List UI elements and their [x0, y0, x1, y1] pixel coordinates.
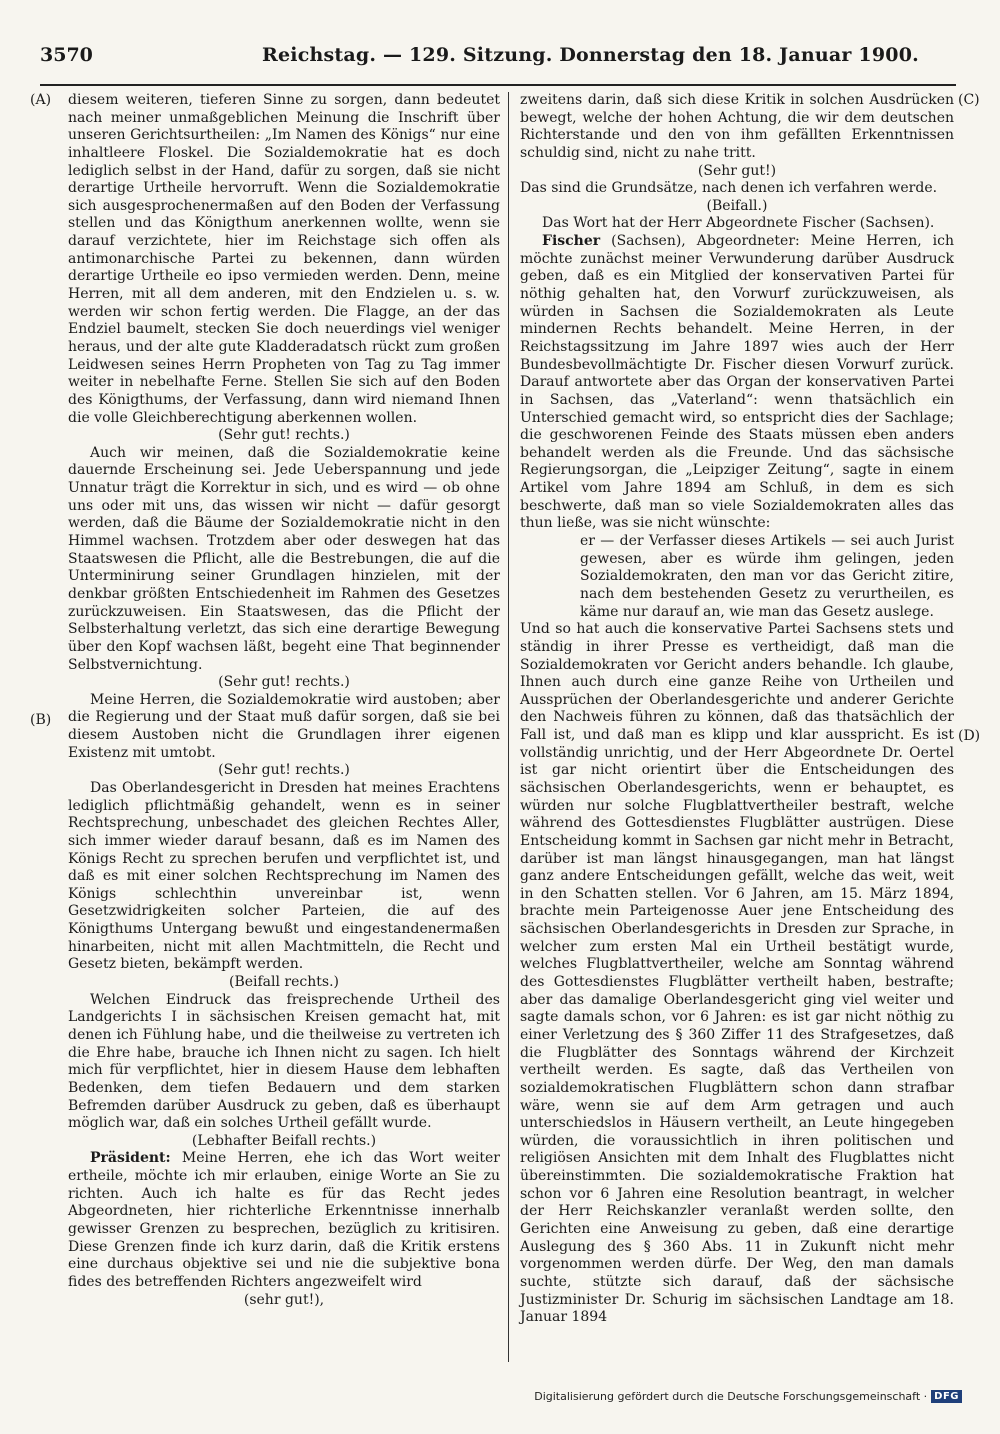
- dfg-logo: DFG: [931, 1390, 962, 1403]
- paragraph-text: diesem weiteren, tieferen Sinne zu sorgen, dann bedeutet nach meiner unmaßgeblichen Meinung die Inschrift über unseren Gerichtsurtheilen: „Im Namen des Königs“ nur eine inhaltleere Floskel. Die Sozialdemokratie hat es doch lediglich selbst in der Hand, dafür zu sorgen, daß sie nicht derartige Urtheile hervorruft. Wenn die Sozialdemokratie sich ausgesprochenermaßen auf den Boden der Verfassung stellen und das Königthum anerkennen wollte, wenn sie darauf verzichtete, hier im Reichstage sich offen als antimonarchische Partei zu bekennen, dann würden derartige Urtheile eo ipso vermieden werden. Denn, meine Herren, mit all dem anderen, mit den Endzielen u. s. w. werden wir schon fertig werden. Die Flagge, an der das Endziel baumelt, stecken Sie doch neuerdings viel weniger heraus, und der alte gute Kladderadatsch rückt zum großen Leidwesen seines Herrn Propheten von Tag zu Tag immer weiter in nebelhafte Ferne. Stellen Sie sich auf den Boden des Königthums, der Verfassung, dann wird niemand Ihnen die volle Gleichberechtigung aberkennen wollen.: [68, 92, 500, 426]
- paragraph: [520, 621, 954, 1327]
- block-quote: [580, 533, 954, 621]
- footer-credit: [534, 1390, 962, 1403]
- paragraph-text: Das Oberlandesgericht in Dresden hat meines Erachtens lediglich pflichtmäßig gehandelt, wenn es in seiner Rechtsprechung, unbeschadet des gleichen Rechtes Aller, sich immer wieder darauf besann, daß es im Namen des Königs Recht zu sprechen berufen und verpflichtet ist, und daß es mit einer solchen Rechtsprechung im Namen des Königs schlechthin unvereinbar ist, wenn Gesetzwidrigkeiten solcher Parteien, die auf des Königthums Untergang bewußt und eingestandenermaßen hinarbeiten, nicht mit allen Machtmitteln, die Recht und Gesetz bieten, bekämpft werden.: [68, 779, 500, 973]
- paragraph-text: zweitens darin, daß sich diese Kritik in solchen Ausdrücken bewegt, welche der hohen Achtung, die wir dem deutschen Richterstande und den von ihm gefällten Erkenntnissen schuldig sind, nicht zu nahe tritt.: [520, 92, 954, 161]
- speaker-name: Präsident:: [90, 1150, 171, 1167]
- paragraph-text: (Sachsen), Abgeordneter: Meine Herren, ich möchte zunächst meiner Verwunderung darüber Ausdruck geben, daß es ein Mitglied der konservativen Partei für nöthig gehalten hat, den Vorwurf zurückzuweisen, als würden in Sachsen die Sozialdemokraten als Leute mindernen Rechts behandelt. Meine Herren, in der Reichstagssitzung im Jahre 1897 wies auch der Herr Bundesbevollmächtigte Dr. Fischer diesen Vorwurf zurück. Darauf antwortete aber das Organ der konservativen Partei in Sachsen, das „Vaterland“: wenn thatsächlich ein Unterschied gemacht wird, so entspricht dies der Sachlage; die geschworenen Feinde des Staats müssen eben anders behandelt werden als die Freunde. Und das sächsische Regierungsorgan, die „Leipziger Zeitung“, sagte in einem Artikel vom Jahre 1894 am Schluß, in dem es sich beschwerte, daß man so viele Sozialdemokraten alles das thun ließe, was sie nicht wünschte:: [520, 233, 954, 532]
- paragraph: [68, 92, 500, 427]
- margin-marker-c: (C): [958, 92, 980, 108]
- column-divider: [508, 92, 509, 1362]
- interjection: [68, 1292, 500, 1310]
- paragraph-text: Meine Herren, ehe ich das Wort weiter ertheile, möchte ich mir erlauben, einige Worte an Sie zu richten. Auch ich halte es für das Recht jedes Abgeordneten, hier richterliche Erkenntnisse innerhalb gewisser Grenzen zu besprechen, bezüglich zu kritisiren. Diese Grenzen finde ich kurz darin, daß die Kritik erstens eine durchaus objektive sei und nie die subjektive bona fides des betreffenden Richters angezweifelt wird: [68, 1150, 500, 1290]
- interjection: [68, 1133, 500, 1151]
- interjection: [68, 427, 500, 445]
- margin-marker-a: (A): [30, 92, 52, 108]
- paragraph: [68, 992, 500, 1133]
- paragraph-text: Das sind die Grundsätze, nach denen ich verfahren werde.: [520, 180, 938, 197]
- paragraph-text: (Beifall rechts.): [228, 974, 339, 991]
- paragraph-text: (sehr gut!),: [243, 1291, 325, 1308]
- paragraph-text: (Sehr gut! rechts.): [218, 427, 350, 444]
- paragraph-text: (Sehr gut! rechts.): [218, 674, 350, 691]
- interjection: [520, 198, 954, 216]
- paragraph-text: (Lebhafter Beifall rechts.): [191, 1132, 377, 1149]
- interjection: [68, 974, 500, 992]
- paragraph-text: (Sehr gut! rechts.): [218, 762, 350, 779]
- paragraph-text: (Beifall.): [706, 197, 768, 214]
- paragraph-text: Meine Herren, die Sozialdemokratie wird austoben; aber die Regierung und der Staat muß dafür sorgen, daß sie bei diesem Austoben nicht die Grundlagen ihrer eigenen Existenz mit umtobt.: [68, 691, 500, 761]
- paragraph: [520, 233, 954, 533]
- paragraph: [68, 445, 500, 674]
- page-header: [40, 44, 960, 78]
- interjection: [520, 163, 954, 181]
- paragraph-text: (Sehr gut!): [697, 162, 777, 179]
- footer-text: Digitalisierung gefördert durch die Deutsche Forschungsgemeinschaft ·: [534, 1390, 928, 1403]
- paragraph-text: Und so hat auch die konservative Partei Sachsens stets und ständig in ihrer Presse es vertheidigt, daß man die Sozialdemokraten vor Gericht anders behandle. Ich glaube, Ihnen auch durch eine ganze Reihe von Urtheilen und Aussprüchen der Oberlandesgerichte und anderer Gerichte den Nachweis führen zu können, daß das thatsächlich der Fall ist, und daß man es klipp und klar ausspricht. Es ist vollständig unrichtig, und der Herr Abgeordnete Dr. Oertel ist gar nicht orientirt über die Entscheidungen des sächsischen Oberlandesgerichts, wenn er behauptet, es würden nur solche Flugblattvertheiler bestraft, welche während des Gottesdienstes Flugblätter austrügen. Diese Entscheidung kommt in Sachsen gar nicht mehr in Betracht, darüber ist man längst hinausgegangen, man hat längst ganz andere Entscheidungen gefällt, welche das weit, weit in den Schatten stellen. Vor 6 Jahren, am 15. März 1894, brachte mein Parteigenosse Auer jene Entscheidung des sächsischen Oberlandesgerichts in Dresden zur Sprache, in welcher zum ersten Mal ein Urtheil bestätigt wurde, welches Flugblattvertheiler, welche am Sonntag während des Gottesdienstes Flugblätter vertheilt haben, bestrafte; aber das damalige Oberlandesgericht ging viel weiter und sagte damals schon, vor 6 Jahren: es ist gar nicht nöthig zu einer Verletzung des § 360 Ziffer 11 des Strafgesetzes, daß die Flugblätter des Sonntags während der Kirchzeit vertheilt werden. Es sagte, daß das Vertheilen von sozialdemokratischen Flugblättern schon dann strafbar wäre, wenn sie auf dem Arm getragen und auch unterschiedslos in Häusern vertheilt, an Leute hingegeben würden, die voraussichtlich in ihren politischen und religiösen Ansichten mit dem Inhalt des Flugblattes nicht übereinstimmten. Die sozialdemokratische Fraktion hat schon vor 6 Jahren eine Resolution beantragt, in welcher der Herr Reichskanzler veranlaßt werden sollte, den Gerichten eine Anweisung zu geben, daß eine derartige Auslegung des § 360 Abs. 11 in Zukunft nicht mehr vorgenommen werden dürfe. Der Weg, den man damals suchte, stützte sich darauf, daß der sächsische Justizminister Dr. Schurig im sächsischen Landtage am 18. Januar 1894: [520, 621, 954, 1326]
- paragraph-text: Das Wort hat der Herr Abgeordnete Fischer (Sachsen).: [542, 215, 935, 232]
- paragraph-text: Auch wir meinen, daß die Sozialdemokratie keine dauernde Erscheinung sei. Jede Ueberspannung und jede Unnatur trägt die Korrektur in sich, und es wird — ob ohne uns oder mit uns, das wissen wir nicht — dafür gesorgt werden, daß die Bäume der Sozialdemokratie nicht in den Himmel wachsen. Trotzdem aber oder deswegen hat das Staatswesen die Pflicht, alle die Bestrebungen, die auf die Unterminirung seiner Grundlagen hinzielen, mit der denkbar größten Entschiedenheit im Rahmen des Gesetzes zurückzuweisen. Ein Staatswesen, das die Pflicht der Selbsterhaltung verletzt, das sich eine derartige Bewegung über den Kopf wachsen läßt, begeht eine That beginnender Selbstvernichtung.: [68, 444, 500, 673]
- paragraph: [520, 92, 954, 163]
- left-column: [68, 92, 500, 1309]
- paragraph: [68, 1150, 500, 1291]
- page-number: 3570: [40, 44, 93, 66]
- paragraph: [68, 692, 500, 763]
- header-rule: [40, 84, 956, 86]
- margin-marker-b: (B): [30, 712, 52, 728]
- paragraph: [68, 780, 500, 974]
- paragraph: [520, 215, 954, 233]
- paragraph: [520, 180, 954, 198]
- speaker-name: Fischer: [542, 233, 601, 250]
- right-column: [520, 92, 954, 1327]
- interjection: [68, 762, 500, 780]
- interjection: [68, 674, 500, 692]
- running-title: Reichstag. — 129. Sitzung. Donnerstag den 18. Januar 1900.: [262, 44, 919, 66]
- paragraph-text: Welchen Eindruck das freisprechende Urtheil des Landgerichts I in sächsischen Kreisen gemacht hat, mit denen ich Fühlung habe, und die theilweise zu vertreten ich die Ehre habe, brauche ich Ihnen nicht zu sagen. Ich hielt mich für verpflichtet, hier in diesem Hause dem lebhaften Bedenken, dem tiefen Bedauern und dem starken Befremden darüber Ausdruck zu geben, daß es überhaupt möglich war, daß ein solches Urtheil gefällt wurde.: [68, 991, 500, 1132]
- margin-marker-d: (D): [958, 728, 981, 744]
- paragraph-text: er — der Verfasser dieses Artikels — sei auch Jurist gewesen, aber es würde ihm gelingen, jeden Sozialdemokraten, den man vor das Gericht zitire, nach dem bestehenden Gesetz zu verurtheilen, es käme nur darauf an, wie man das Gesetz auslege.: [580, 533, 954, 620]
